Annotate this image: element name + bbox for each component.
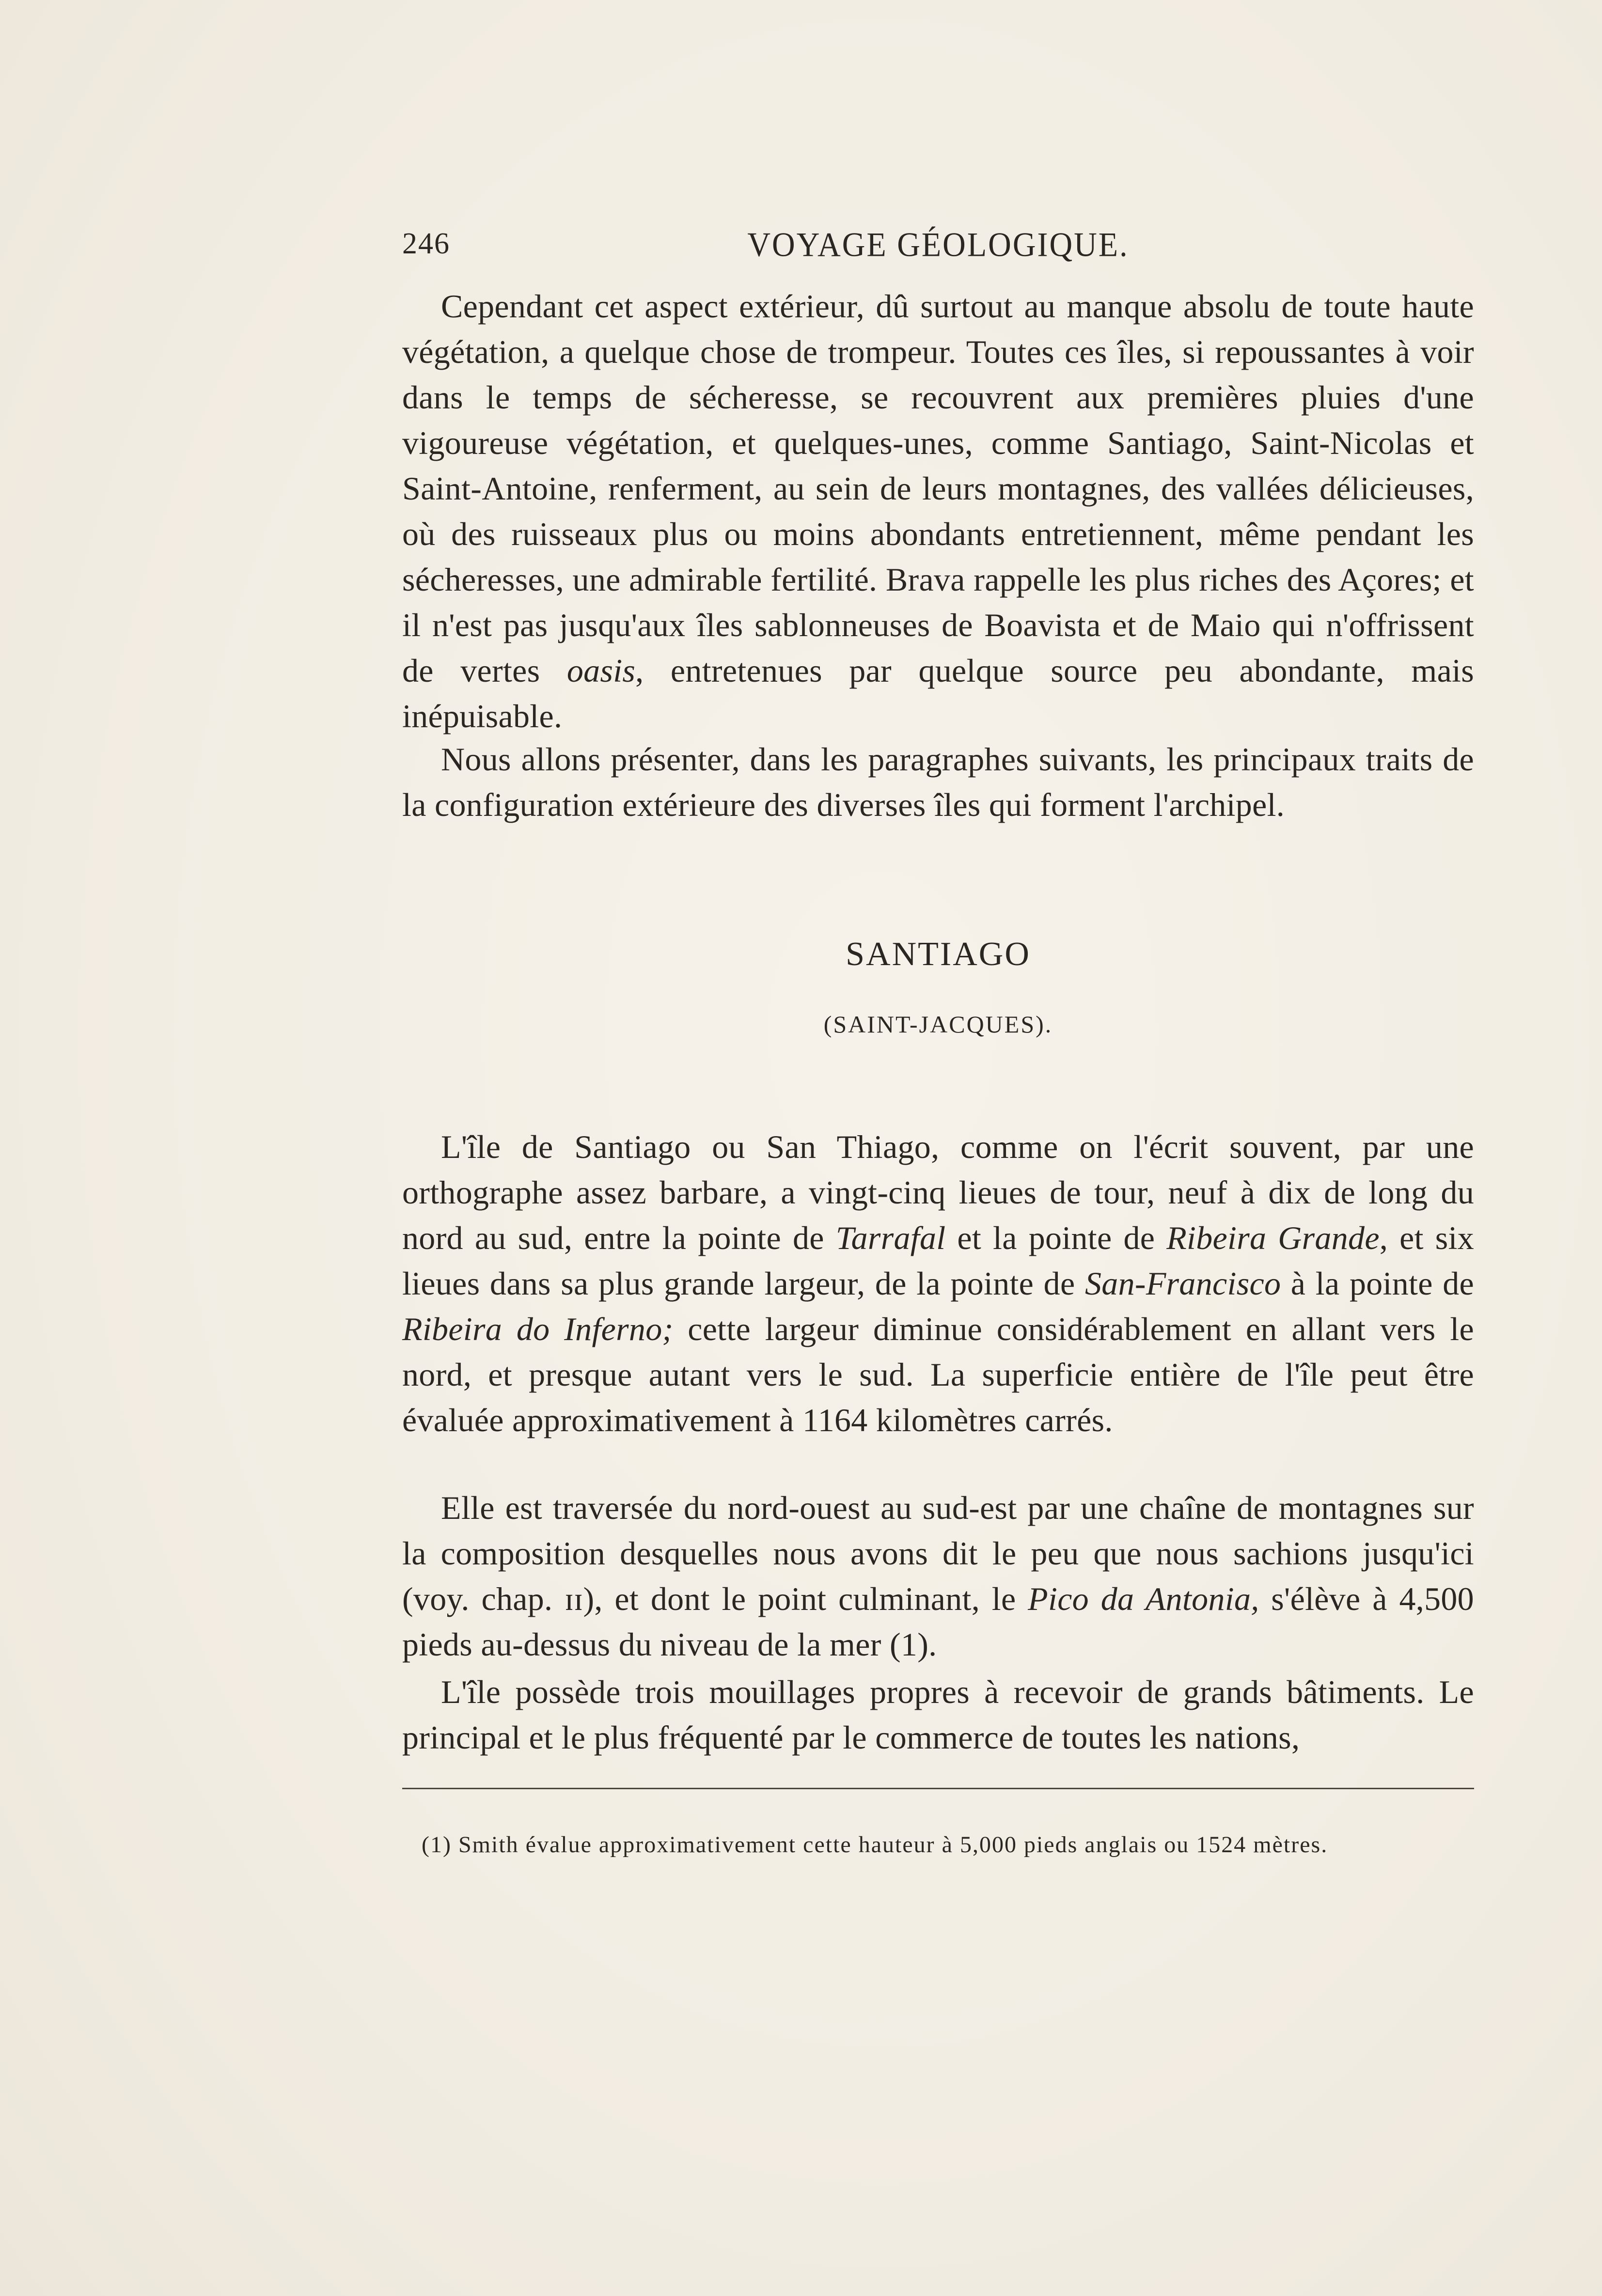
paragraph-4-text-b: ), et dont le point culminant, le <box>583 1580 1028 1617</box>
paragraph-3-text-a: L'île de Santiago ou San Thiago, comme on l'écrit souvent, par une orthographe assez barbare, a vingt-cinq lieues de tour, neuf à dix de long du nord au sud, entre la pointe de <box>402 1128 1474 1256</box>
paragraph-4 <box>402 1485 1474 1667</box>
paragraph-3-italic-ribeira-grande: Ribeira Grande <box>1166 1219 1380 1256</box>
section-subtitle: (SAINT-JACQUES). <box>823 1011 1053 1038</box>
paragraph-3-italic-tarrafal: Tarrafal <box>835 1219 946 1256</box>
paragraph-4-chapter-numeral: ɪɪ <box>565 1580 583 1617</box>
paragraph-1 <box>402 283 1474 739</box>
paragraph-3-italic-san-francisco: San-Francisco <box>1084 1265 1281 1302</box>
paragraph-1-text-a: Cependant cet aspect extérieur, dû surtout au manque absolu de toute haute végétation, a quelque chose de trompeur. Toutes ces îles, si repoussantes à voir dans le temps de sécheresse, se recouvrent aux premières pluies d'une vigoureuse végétation, et quelques-unes, comme Santiago, Saint-Nicolas et Saint-Antoine, renferment, au sein de leurs montagnes, des vallées délicieuses, où des ruisseaux plus ou moins abondants entretiennent, même pendant les sécheresses, une admirable fertilité. Brava rappelle les plus riches des Açores; et il n'est pas jusqu'aux îles sablonneuses de Boavista et de Maio qui n'offrissent de vertes <box>402 288 1474 689</box>
running-head: VOYAGE GÉOLOGIQUE. <box>747 226 1129 264</box>
paragraph-4-text-a: Elle est traversée du nord-ouest au sud-est par une chaîne de montagnes sur la composition desquelles nous avons dit le peu que nous sachions jusqu'ici (voy. chap. <box>402 1489 1474 1617</box>
paragraph-3-italic-ribeira-do-inferno: Ribeira do Inferno; <box>402 1311 674 1347</box>
paragraph-3 <box>402 1124 1474 1443</box>
paragraph-2: Nous allons présenter, dans les paragraphes suivants, les principaux traits de la configuration extérieure des diverses îles qui forment l'archipel. <box>402 741 1474 823</box>
section-title: SANTIAGO <box>846 936 1031 973</box>
paragraph-3-text-d: à la pointe de <box>1281 1265 1474 1302</box>
paragraph-3-text-b: et la pointe de <box>945 1219 1167 1256</box>
paragraph-1-italic-oasis: oasis <box>566 652 636 689</box>
paragraph-1-text-b: , entretenues par quelque source peu abondante, mais inépuisable. <box>402 652 1475 734</box>
page-header <box>402 227 1474 280</box>
footnote: (1) Smith évalue approximativement cette hauteur à 5,000 pieds anglais ou 1524 mètres. <box>422 1832 1328 1858</box>
paragraph-5: L'île possède trois mouillages propres à recevoir de grands bâtiments. Le principal et le plus fréquenté par le commerce de toutes les nations, <box>402 1673 1474 1756</box>
paragraph-3-text-e: cette largeur diminue considérablement en allant vers le nord, et presque autant vers le sud. La superficie entière de l'île peut être évaluée approximativement à 1164 kilomètres carrés. <box>402 1311 1474 1438</box>
footnote-rule <box>402 1788 1474 1789</box>
page-number: 246 <box>402 227 450 260</box>
paragraph-4-italic-pico-da-antonia: Pico da Antonia, <box>1028 1580 1259 1617</box>
paragraph-3-text-c: , et six lieues dans sa plus grande largeur, de la pointe de <box>402 1219 1474 1302</box>
paragraph-4-text-c: s'élève à 4,500 pieds au-dessus du niveau de la mer (1). <box>402 1580 1474 1663</box>
